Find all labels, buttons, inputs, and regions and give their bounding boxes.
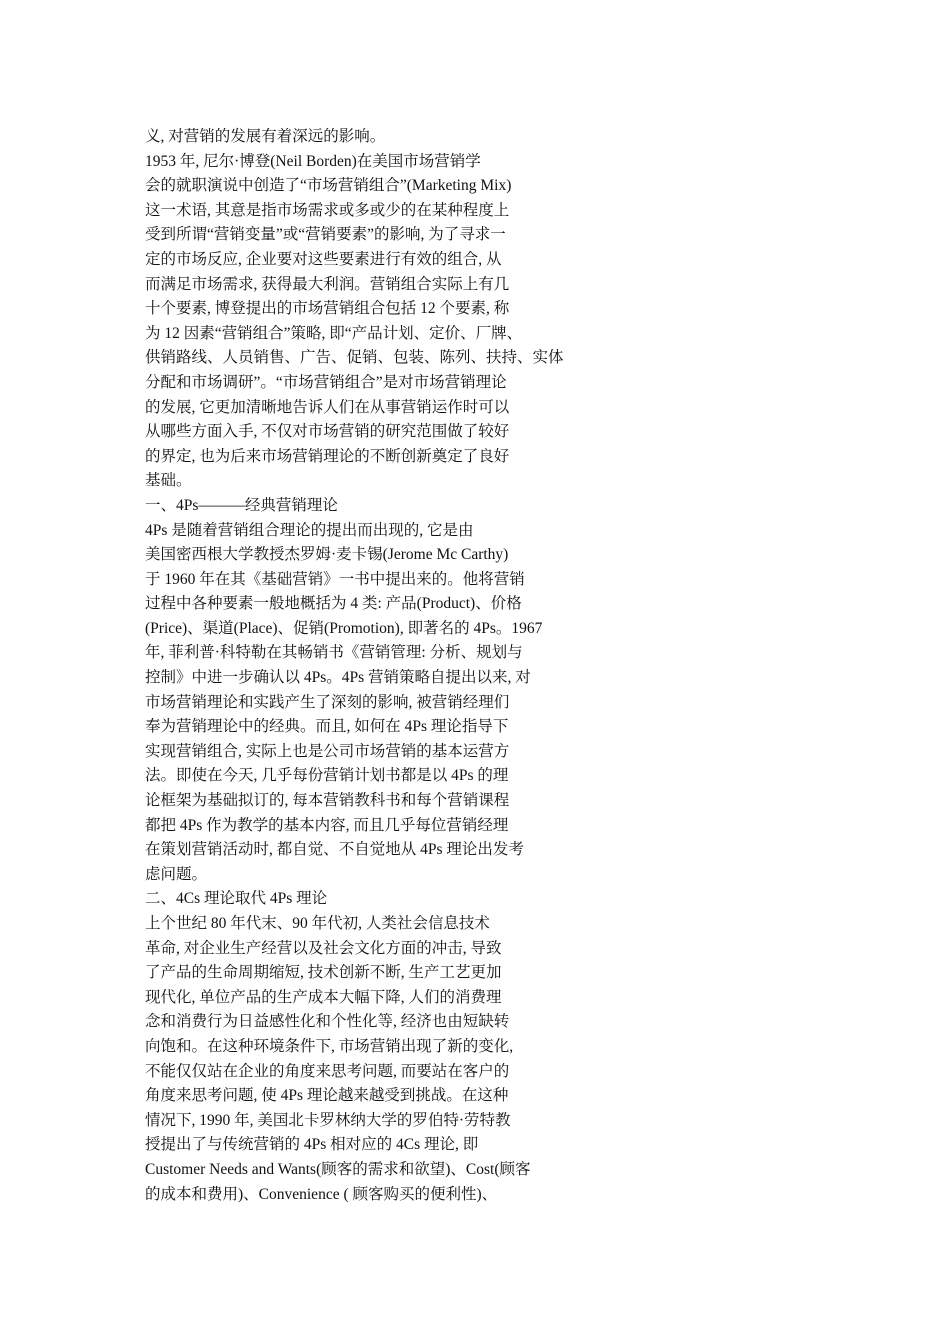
- text-line: 念和消费行为日益感性化和个性化等, 经济也由短缺转: [145, 1013, 510, 1031]
- text-line: 市场营销理论和实践产生了深刻的影响, 被营销经理们: [145, 693, 510, 711]
- text-line: 分配和市场调研”。“市场营销组合”是对市场营销理论: [145, 373, 507, 391]
- text-line: 的成本和费用)、Convenience ( 顾客购买的便利性)、: [145, 1185, 498, 1203]
- text-line: 义, 对营销的发展有着深远的影响。: [145, 128, 386, 145]
- text-line: 法。即使在今天, 几乎每份营销计划书都是以 4Ps 的理: [145, 767, 509, 785]
- body-text: [145, 125, 805, 1207]
- text-line: 不能仅仅站在企业的角度来思考问题, 而要站在客户的: [145, 1062, 510, 1080]
- text-line: 现代化, 单位产品的生产成本大幅下降, 人们的消费理: [145, 988, 502, 1006]
- text-line: 控制》中进一步确认以 4Ps。4Ps 营销策略自提出以来, 对: [145, 669, 531, 687]
- text-line: 的发展, 它更加清晰地告诉人们在从事营销运作时可以: [145, 398, 510, 416]
- text-line: 实现营销组合, 实际上也是公司市场营销的基本运营方: [145, 742, 510, 760]
- text-line: Customer Needs and Wants(顾客的需求和欲望)、Cost(顾客: [145, 1160, 531, 1178]
- section-heading: 二、4Cs 理论取代 4Ps 理论: [145, 890, 328, 908]
- text-line: 定的市场反应, 企业要对这些要素进行有效的组合, 从: [145, 250, 502, 268]
- text-line: 十个要素, 博登提出的市场营销组合包括 12 个要素, 称: [145, 300, 510, 318]
- text-line: 这一术语, 其意是指市场需求或多或少的在某种程度上: [145, 201, 510, 219]
- text-line: 革命, 对企业生产经营以及社会文化方面的冲击, 导致: [145, 939, 502, 957]
- text-line: 的界定, 也为后来市场营销理论的不断创新奠定了良好: [145, 447, 510, 465]
- text-line: 受到所谓“营销变量”或“营销要素”的影响, 为了寻求一: [145, 226, 506, 244]
- text-line: 过程中各种要素一般地概括为 4 类: 产品(Product)、价格: [145, 595, 522, 613]
- text-line: 都把 4Ps 作为教学的基本内容, 而且几乎每位营销经理: [145, 816, 509, 834]
- text-line: 4Ps 是随着营销组合理论的提出而出现的, 它是由: [145, 521, 474, 539]
- text-line: 年, 菲利普·科特勒在其畅销书《营销管理: 分析、规划与: [145, 644, 523, 662]
- text-line: 上个世纪 80 年代末、90 年代初, 人类社会信息技术: [145, 915, 490, 932]
- text-line: 供销路线、人员销售、广告、促销、包装、陈列、扶持、实体: [145, 349, 564, 367]
- text-line: 论框架为基础拟订的, 每本营销教科书和每个营销课程: [145, 792, 510, 810]
- text-line: 于 1960 年在其《基础营销》一书中提出来的。他将营销: [145, 570, 525, 588]
- text-line: 授提出了与传统营销的 4Ps 相对应的 4Cs 理论, 即: [145, 1136, 479, 1154]
- section-heading: 一、4Ps———经典营销理论: [145, 496, 338, 514]
- text-line: 而满足市场需求, 获得最大利润。营销组合实际上有几: [145, 275, 510, 293]
- text-line: 了产品的生命周期缩短, 技术创新不断, 生产工艺更加: [145, 964, 502, 982]
- text-line: 向饱和。在这种环境条件下, 市场营销出现了新的变化,: [145, 1037, 514, 1055]
- text-line: 角度来思考问题, 使 4Ps 理论越来越受到挑战。在这种: [145, 1087, 509, 1105]
- text-line: 美国密西根大学教授杰罗姆·麦卡锡(Jerome Mc Carthy): [145, 546, 509, 564]
- text-line: 情况下, 1990 年, 美国北卡罗林纳大学的罗伯特·劳特教: [145, 1111, 511, 1129]
- text-line: 为 12 因素“营销组合”策略, 即“产品计划、定价、厂牌、: [145, 324, 523, 342]
- text-line: 基础。: [145, 472, 192, 490]
- text-line: (Price)、渠道(Place)、促销(Promotion), 即著名的 4Ps。1967: [145, 619, 543, 637]
- text-line: 奉为营销理论中的经典。而且, 如何在 4Ps 理论指导下: [145, 718, 509, 736]
- text-line: 从哪些方面入手, 不仅对市场营销的研究范围做了较好: [145, 423, 510, 441]
- text-line: 虑问题。: [145, 865, 208, 883]
- text-line: 1953 年, 尼尔·博登(Neil Borden)在美国市场营销学: [145, 152, 481, 170]
- text-line: 在策划营销活动时, 都自觉、不自觉地从 4Ps 理论出发考: [145, 841, 524, 859]
- text-line: 会的就职演说中创造了“市场营销组合”(Marketing Mix): [145, 177, 512, 195]
